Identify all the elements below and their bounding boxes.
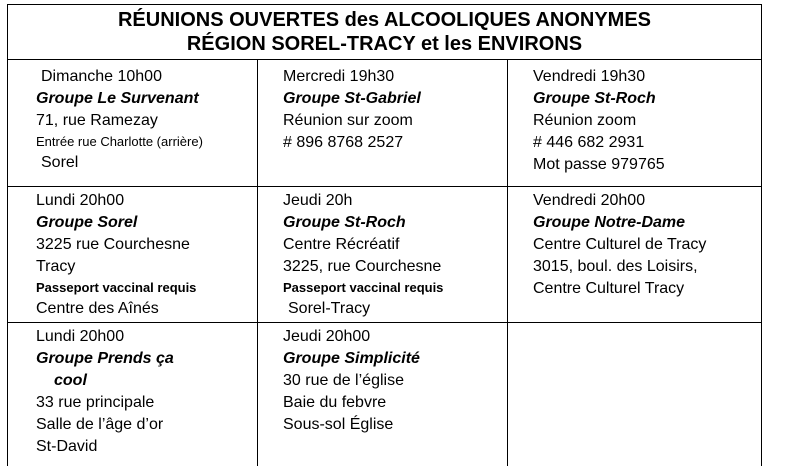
meeting-sheet	[7, 4, 762, 466]
meeting-cell	[283, 190, 443, 320]
header-title: RÉUNIONS OUVERTES des ALCOOLIQUES ANONYMES	[117, 9, 652, 31]
meeting-address: 71, rue Ramezay	[36, 112, 158, 129]
meeting-address: 33 rue principale	[36, 394, 155, 411]
meeting-group-name: Groupe Le Survenant	[36, 90, 199, 107]
meeting-cell	[283, 66, 421, 154]
meeting-cell	[36, 326, 174, 458]
meeting-zoom-id: # 446 682 2931	[533, 134, 645, 151]
meeting-day-time: Dimanche 10h00	[41, 68, 162, 85]
row-divider	[8, 186, 761, 187]
meeting-day-time: Vendredi 19h30	[533, 68, 646, 85]
meeting-address: 30 rue de l’église	[283, 372, 404, 389]
meeting-cell	[533, 190, 706, 300]
header-subtitle: RÉGION SOREL-TRACY et les ENVIRONS	[186, 33, 583, 55]
meeting-group-name: Groupe Sorel	[36, 214, 138, 231]
meeting-cell	[36, 190, 196, 320]
meeting-requirement: Passeport vaccinal requis	[283, 280, 444, 295]
meeting-password: Mot passe 979765	[533, 156, 665, 173]
meeting-address: 3015, boul. des Loisirs,	[533, 258, 698, 275]
meeting-requirement: Passeport vaccinal requis	[36, 280, 197, 295]
meeting-venue-alt: Centre Culturel Tracy	[533, 280, 685, 297]
meeting-note: Entrée rue Charlotte (arrière)	[36, 134, 203, 149]
meeting-day-time: Jeudi 20h	[283, 192, 353, 209]
meeting-cell	[36, 66, 203, 174]
meeting-address: 3225, rue Courchesne	[283, 258, 442, 275]
meeting-group-name: Groupe St-Gabriel	[283, 90, 421, 107]
meeting-city: Baie du febvre	[283, 394, 387, 411]
meeting-cell	[533, 66, 665, 176]
meeting-day-time: Jeudi 20h00	[283, 328, 371, 345]
meeting-day-time: Vendredi 20h00	[533, 192, 646, 209]
meeting-city: Tracy	[36, 258, 76, 275]
column-divider	[507, 59, 508, 466]
meeting-venue: Sous-sol Église	[283, 416, 394, 433]
meeting-location: Réunion zoom	[533, 112, 637, 129]
meeting-group-name: Groupe St-Roch	[533, 90, 656, 107]
meeting-day-time: Mercredi 19h30	[283, 68, 395, 85]
meeting-group-name-cont: cool	[54, 372, 87, 389]
meeting-venue: Centre Récréatif	[283, 236, 400, 253]
meeting-city: St-David	[36, 438, 98, 455]
page-header	[7, 4, 762, 60]
meeting-venue: Centre des Aînés	[36, 300, 159, 317]
meeting-venue: Centre Culturel de Tracy	[533, 236, 707, 253]
meeting-group-name: Groupe Simplicité	[283, 350, 420, 367]
meeting-location: Réunion sur zoom	[283, 112, 413, 129]
meeting-day-time: Lundi 20h00	[36, 328, 125, 345]
row-divider	[8, 322, 761, 323]
meeting-cell	[283, 326, 420, 436]
meeting-city: Sorel	[41, 154, 79, 171]
meeting-group-name: Groupe Notre-Dame	[533, 214, 686, 231]
meeting-address: 3225 rue Courchesne	[36, 236, 190, 253]
meeting-group-name: Groupe Prends ça	[36, 350, 174, 367]
meeting-group-name: Groupe St-Roch	[283, 214, 406, 231]
meetings-grid	[7, 59, 762, 466]
meeting-city: Sorel-Tracy	[288, 300, 371, 317]
meeting-venue: Salle de l’âge d’or	[36, 416, 164, 433]
meeting-zoom-id: # 896 8768 2527	[283, 134, 404, 151]
column-divider	[257, 59, 258, 466]
meeting-day-time: Lundi 20h00	[36, 192, 125, 209]
